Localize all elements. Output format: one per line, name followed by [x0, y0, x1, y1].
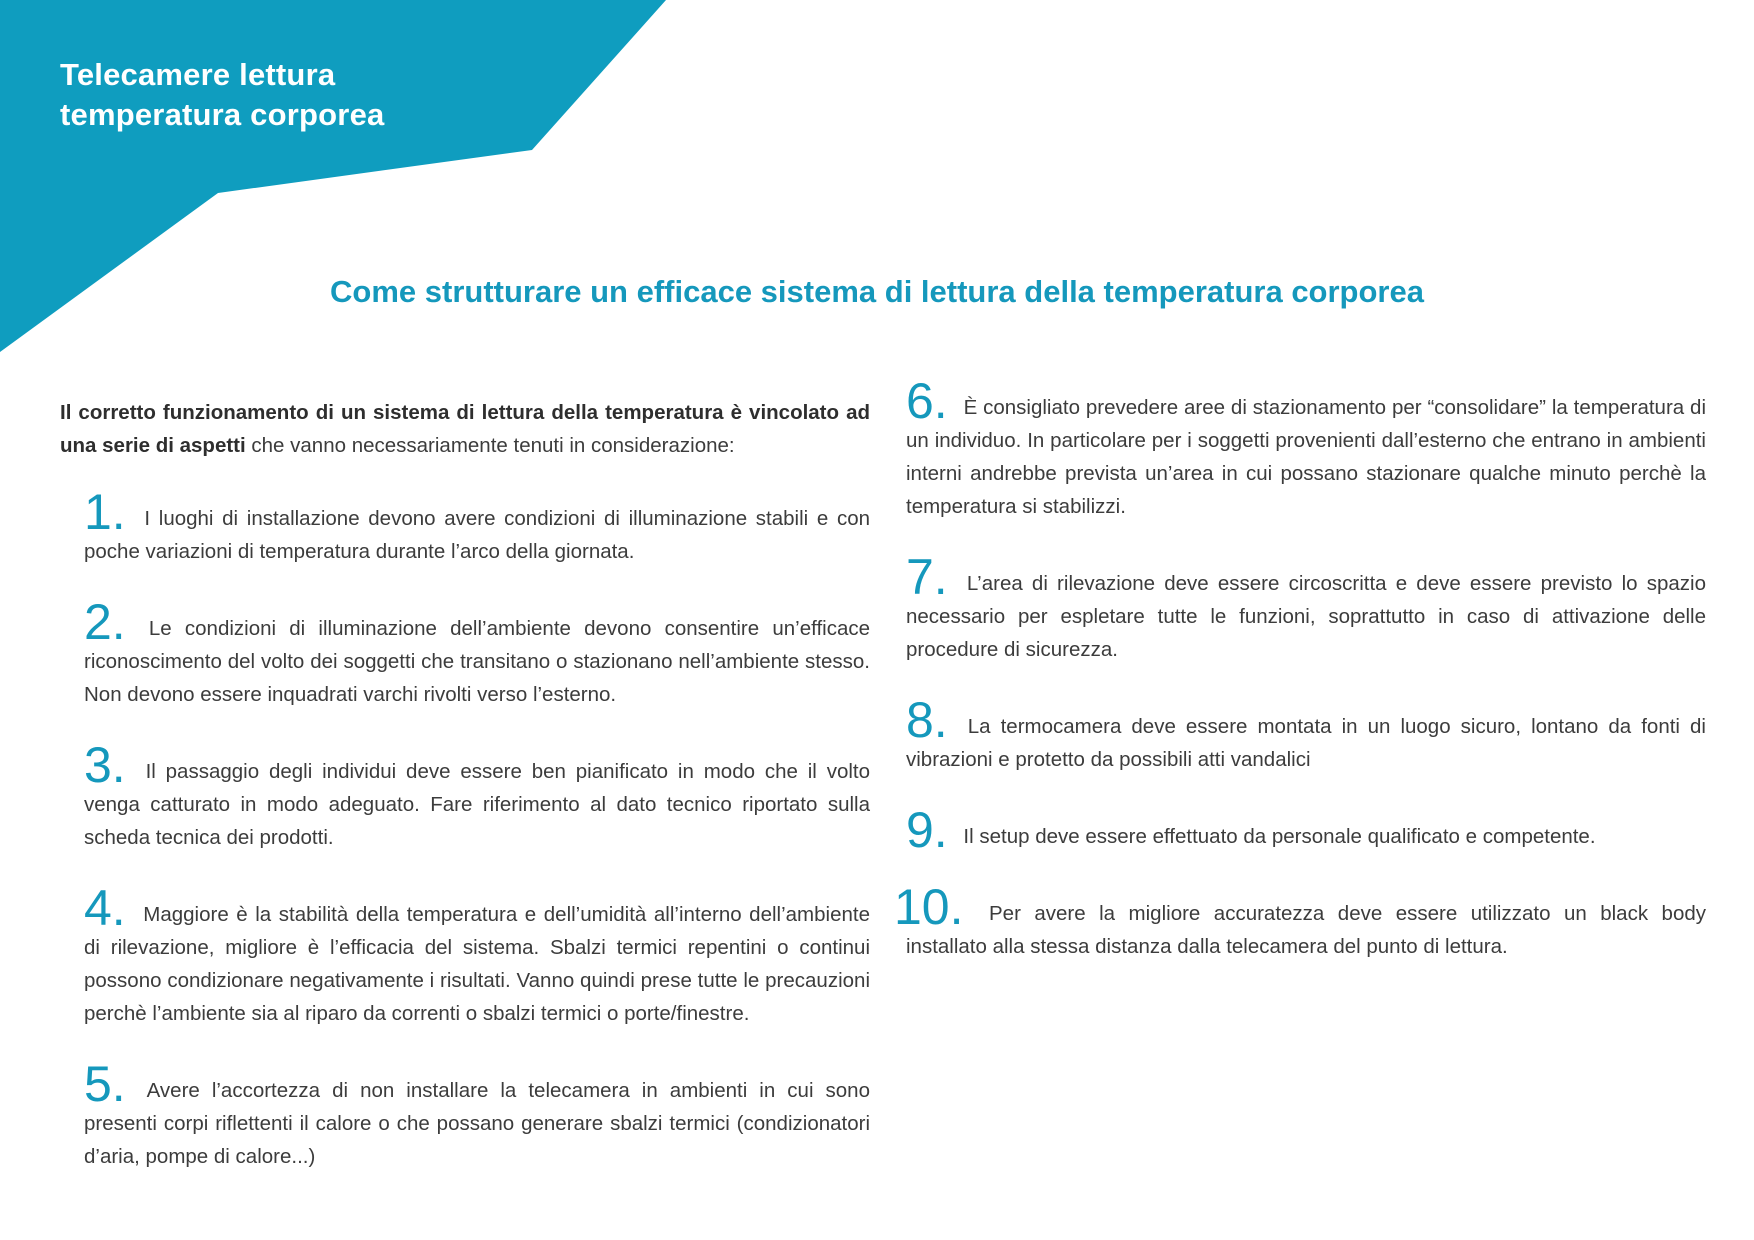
item-text: Le condizioni di illuminazione dell’ambiente devono consentire un’efficace riconoscimento del volto dei soggetti che transitano o stazionano nell’ambiente stesso. Non devono essere inquadrati varchi rivolti verso l’esterno. [84, 617, 870, 706]
item-text: Maggiore è la stabilità della temperatura e dell’umidità all’interno dell’ambiente di rilevazione, migliore è l’efficacia del sistema. Sbalzi termici repentini o continui possono condizionare negativamente i risultati. Vanno quindi prese tutte le precauzioni perchè l’ambiente sia al riparo da correnti o sbalzi termici o porte/finestre. [84, 903, 870, 1025]
item-text: Il setup deve essere effettuato da personale qualificato e competente. [963, 825, 1596, 848]
item-text: È consigliato prevedere aree di stazionamento per “consolidare” la temperatura di un individuo. In particolare per i soggetti provenienti dall’esterno che entrano in ambienti interni andrebbe prevista un’area in cui possano stazionare qualche minuto perchè la temperatura si stabilizzi. [906, 396, 1706, 518]
header-title [60, 55, 384, 135]
item-number: 9. [906, 802, 948, 858]
item-number: 5. [84, 1056, 126, 1112]
intro-paragraph [60, 396, 870, 462]
item-number: 7. [906, 549, 948, 605]
list-item [906, 692, 1706, 776]
list-item [60, 880, 870, 1030]
list-item [894, 879, 1706, 963]
item-number: 6. [906, 373, 948, 429]
item-text: L’area di rilevazione deve essere circoscritta e deve essere previsto lo spazio necessario per espletare tutte le funzioni, soprattutto in caso di attivazione delle procedure di sicurezza. [906, 572, 1706, 661]
item-number: 1. [84, 484, 126, 540]
list-item [906, 373, 1706, 523]
header-title-line1: Telecamere lettura [60, 57, 336, 92]
intro-bold-text: Il corretto funzionamento di un sistema di lettura della temperatura è vincolato ad una serie di aspetti [60, 401, 870, 457]
item-number: 3. [84, 737, 126, 793]
list-item [60, 594, 870, 711]
list-item [60, 737, 871, 854]
section-heading: Come strutturare un efficace sistema di lettura della temperatura corporea [330, 274, 1424, 309]
item-text: I luoghi di installazione devono avere condizioni di illuminazione stabili e con poche variazioni di temperatura durante l’arco della giornata. [84, 507, 870, 563]
item-text: Il passaggio degli individui deve essere ben pianificato in modo che il volto venga catturato in modo adeguato. Fare riferimento al dato tecnico riportato sulla scheda tecnica dei prodotti. [84, 760, 871, 849]
header-title-line2: temperatura corporea [60, 97, 385, 132]
list-item [906, 549, 1706, 666]
left-column [60, 396, 870, 1207]
item-text: Avere l’accortezza di non installare la telecamera in ambienti in cui sono presenti corpi riflettenti il calore o che possano generare sbalzi termici (condizionatori d’aria, pompe di calore...) [84, 1079, 870, 1168]
intro-text: che vanno necessariamente tenuti in considerazione: [245, 434, 735, 457]
item-text: La termocamera deve essere montata in un luogo sicuro, lontano da fonti di vibrazioni e protetto da possibili atti vandalici [906, 715, 1706, 771]
list-item [906, 802, 1706, 858]
list-item [60, 1056, 870, 1173]
item-number: 10. [894, 879, 964, 935]
list-item [60, 484, 870, 568]
right-column [894, 373, 1706, 997]
item-number: 2. [84, 594, 126, 650]
item-text: Per avere la migliore accuratezza deve essere utilizzato un black body installato alla stessa distanza dalla telecamera del punto di lettura. [906, 902, 1706, 958]
item-number: 8. [906, 692, 948, 748]
item-number: 4. [84, 880, 126, 936]
